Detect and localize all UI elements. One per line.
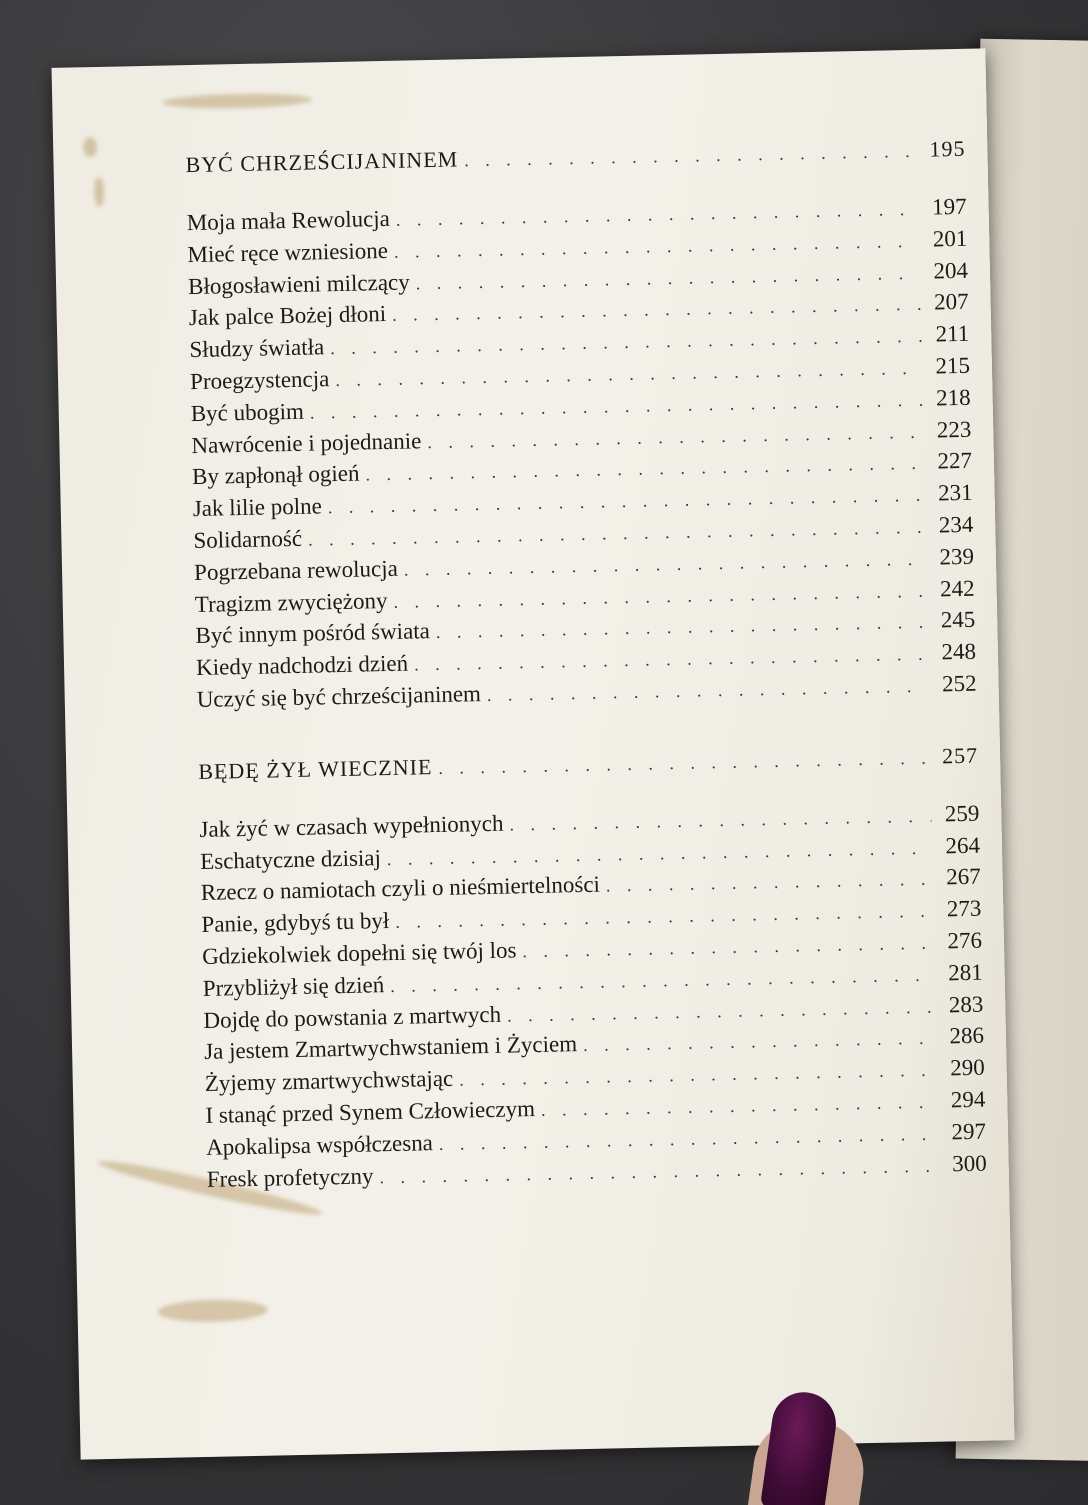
section-heading-title: BYĆ CHRZEŚCIJANINEM (185, 146, 459, 178)
age-stain (94, 177, 105, 207)
toc-entry-page: 290 (949, 1054, 985, 1081)
toc-entry-title: Proegzystencja (189, 366, 330, 395)
toc-entry-title: Moja mała Rewolucja (186, 205, 391, 236)
toc-entry-title: Jak żyć w czasach wypełnionych (199, 810, 504, 842)
toc-entry-title: Dojdę do powstania z martwych (203, 1001, 502, 1033)
toc-entry-page: 234 (938, 511, 974, 538)
age-stain (83, 137, 97, 157)
toc-entry-title: Słudzy światła (189, 334, 325, 363)
toc-entry-page: 248 (941, 638, 977, 665)
toc-entry-page: 252 (941, 670, 977, 697)
toc-entry-page: 267 (945, 863, 981, 890)
toc-entry-title: Przybliżył się dzień (202, 971, 385, 1001)
toc-entry-title: Jak lilie polne (192, 493, 323, 522)
age-stain (157, 1299, 267, 1323)
toc-entry-title: Rzecz o namiotach czyli o nieśmiertelności (200, 871, 601, 906)
toc-entry-page: 239 (939, 543, 975, 570)
toc-entry-title: Apokalipsa współczesna (205, 1129, 434, 1160)
toc-entry-page: 283 (948, 991, 984, 1017)
toc-entry-page: 231 (937, 479, 973, 506)
toc-entry-page: 273 (946, 895, 982, 922)
toc-entry-title: Żyjemy zmartwychwstając (204, 1065, 454, 1097)
toc-entry-title: Fresk profetyczny (206, 1162, 374, 1192)
toc-entry-page: 204 (933, 257, 969, 284)
toc-entry-title: Jak palce Bożej dłoni (188, 301, 387, 331)
section-heading-page: 257 (941, 742, 979, 769)
section-heading-title: BĘDĘ ŻYŁ WIECZNIE (198, 753, 433, 784)
toc-entry-page: 294 (950, 1086, 986, 1113)
toc-entry-page: 259 (944, 800, 980, 827)
toc-entry-page: 197 (931, 193, 967, 220)
toc-entry-page: 207 (933, 289, 969, 315)
toc-entry-page: 281 (947, 959, 983, 986)
toc-entry-title: Eschatyczne dzisiaj (199, 844, 382, 874)
toc-entry-page: 218 (935, 384, 971, 411)
toc-entry-page: 245 (940, 607, 976, 633)
toc-entry-page: 223 (936, 416, 972, 443)
toc-entry-title: Być innym pośród świata (195, 618, 431, 649)
toc-entry-title: Solidarność (193, 525, 303, 554)
toc-entry-title: Kiedy nadchodzi dzień (195, 650, 409, 681)
toc-entry-title: Pogrzebana rewolucja (193, 555, 399, 585)
toc-entry-title: Ja jestem Zmartwychwstaniem i Życiem (203, 1031, 578, 1065)
toc-entry-page: 300 (951, 1150, 987, 1176)
toc-entry-title: Mieć ręce wzniesione (187, 237, 389, 267)
toc-entry-page: 297 (951, 1118, 987, 1145)
toc-entry-page: 276 (947, 927, 983, 954)
toc-entry-title: Być ubogim (190, 398, 305, 426)
toc-entry-page: 211 (935, 320, 970, 347)
toc-entry-page: 201 (932, 225, 968, 252)
toc-entry-page: 264 (945, 832, 981, 858)
toc-entry-title: Panie, gdybyś tu był (201, 908, 390, 938)
toc-entry-title: Gdziekolwiek dopełni się twój los (201, 937, 517, 969)
toc-entry-title: Tragizm zwyciężony (194, 587, 388, 617)
toc-entry-title: I stanąć przed Synem Człowieczym (205, 1095, 536, 1128)
toc-entry-page: 227 (937, 448, 973, 474)
toc-entry-title: By zapłonął ogień (191, 460, 360, 490)
book-page (52, 48, 1015, 1459)
toc-entry-page: 215 (935, 352, 971, 379)
table-of-contents (185, 129, 987, 1195)
toc-entry-title: Błogosławieni milczący (187, 269, 410, 299)
toc-entry-page: 286 (949, 1022, 985, 1049)
section-heading-page: 195 (929, 135, 966, 162)
toc-entry-title: Nawrócenie i pojednanie (191, 427, 422, 458)
toc-entry-page: 242 (939, 575, 975, 601)
age-stain (162, 92, 312, 109)
toc-entry-title: Uczyć się być chrześcijaninem (196, 681, 482, 712)
